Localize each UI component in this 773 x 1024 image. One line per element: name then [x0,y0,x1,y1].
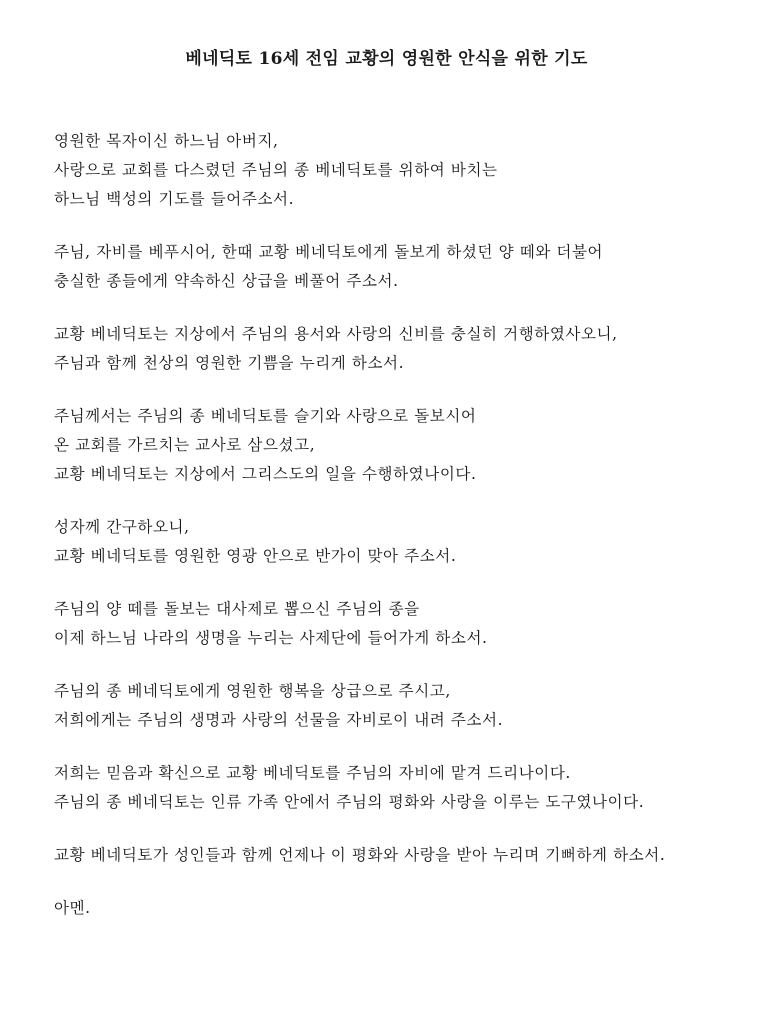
paragraph-2 [54,238,744,296]
text-line: 주님, 자비를 베푸시어, 한때 교황 베네딕토에게 돌보게 하셨던 양 떼와 더불어 [54,243,604,261]
paragraph-amen [54,894,744,923]
text-line: 교황 베네딕토를 영원한 영광 안으로 반가이 맞아 주소서. [54,547,457,565]
text-line: 저희는 믿음과 확신으로 교황 베네딕토를 주님의 자비에 맡겨 드리나이다. [54,764,571,782]
text-line: 이제 하느님 나라의 생명을 누리는 사제단에 들어가게 하소서. [54,629,488,647]
paragraph-3 [54,320,744,378]
text-line: 주님께서는 주님의 종 베네딕토를 슬기와 사랑으로 돌보시어 [54,407,477,425]
paragraph-5 [54,513,744,571]
paragraph-1 [54,127,744,214]
text-line: 사랑으로 교회를 다스렸던 주님의 종 베네딕토를 위하여 바치는 [54,161,498,179]
document-title: 베네딕토 16세 전임 교황의 영원한 안식을 위한 기도 [185,49,588,69]
paragraph-8 [54,759,744,817]
paragraph-4 [54,402,744,489]
text-line: 온 교회를 가르치는 교사로 삼으셨고, [54,436,316,454]
text-line: 주님의 양 떼를 돌보는 대사제로 뽑으신 주님의 종을 [54,600,420,618]
text-line: 영원한 목자이신 하느님 아버지, [54,132,279,150]
text-line: 저희에게는 주님의 생명과 사랑의 선물을 자비로이 내려 주소서. [54,711,504,729]
text-line: 주님의 종 베네딕토에게 영원한 행복을 상급으로 주시고, [54,682,451,700]
text-line: 교황 베네딕토는 지상에서 그리스도의 일을 수행하였나이다. [54,465,477,483]
text-line: 주님과 함께 천상의 영원한 기쁨을 누리게 하소서. [54,354,405,372]
paragraph-7 [54,677,744,735]
text-line: 충실한 종들에게 약속하신 상급을 베풀어 주소서. [54,272,399,290]
text-line: 주님의 종 베네딕토는 인류 가족 안에서 주님의 평화와 사랑을 이루는 도구였나이다. [54,793,645,811]
prayer-body [54,127,744,947]
paragraph-9 [54,841,744,870]
paragraph-6 [54,595,744,653]
text-line: 아멘. [54,899,91,917]
text-line: 하느님 백성의 기도를 들어주소서. [54,190,295,208]
text-line: 성자께 간구하오니, [54,518,190,536]
text-line: 교황 베네딕토는 지상에서 주님의 용서와 사랑의 신비를 충실히 거행하였사오니, [54,325,618,343]
text-line: 교황 베네딕토가 성인들과 함께 언제나 이 평화와 사랑을 받아 누리며 기뻐하게 하소서. [54,846,666,864]
